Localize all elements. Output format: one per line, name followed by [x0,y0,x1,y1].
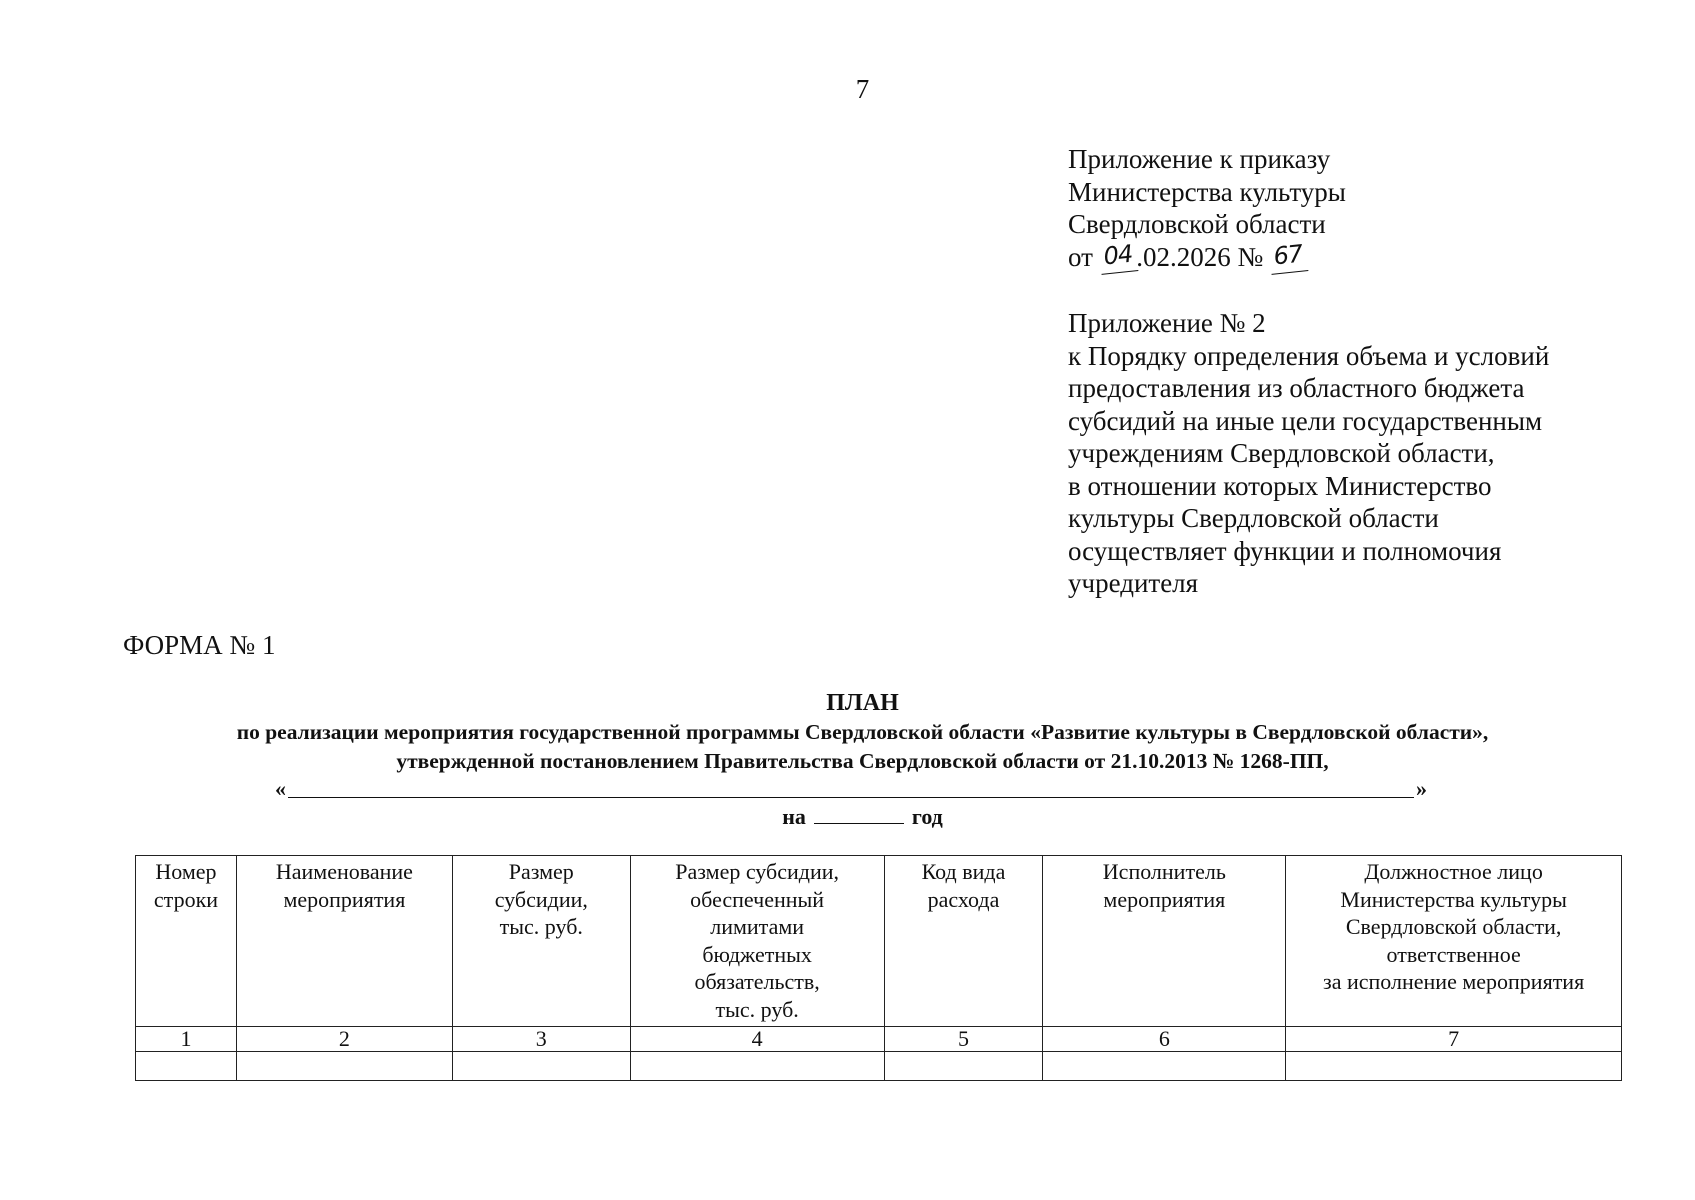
appendix-2-line: культуры Свердловской области [1068,503,1439,533]
table-cell [1043,1052,1286,1081]
year-suffix: год [911,804,943,829]
appendix-2-line: предоставления из областного бюджета [1068,373,1525,403]
appendix-2-line: осуществляет функции и полномочия [1068,535,1502,566]
appendix-order-line-2: Министерства культуры [1068,176,1346,207]
plan-subtitle-line-2: утвержденной постановлением Правительства Свердловской области от 21.10.2013 № 1268-ПП, [396,749,1329,773]
appendix-2-line: субсидий на иные цели государственным [1068,405,1543,436]
column-header: Код вида расхода [884,856,1043,1027]
appendix-2-line: Приложение № 2 [1068,308,1266,338]
table-row [136,1052,1622,1081]
quote-open: « [275,776,286,801]
appendix-2-line: в отношении которых Министерство [1068,470,1492,501]
column-header: Размер субсидии, тыс. руб. [452,856,630,1027]
page-number: 7 [855,74,870,104]
column-header: Наименование мероприятия [236,856,452,1027]
table-cell [136,1052,237,1081]
appendix-2-line: учреждениям Свердловской области, [1068,438,1495,468]
appendix-order-line-3: Свердловской области [1068,209,1326,239]
appendix-header [1068,143,1668,600]
year-prefix: на [782,804,806,829]
table-column-numbers-row [136,1027,1622,1052]
plan-subtitle-line-1: по реализации мероприятия государственной программы Свердловской области «Развитие культуры в Свердловской области», [236,720,1489,744]
column-number: 7 [1286,1027,1622,1052]
date-rest: .02.2026 № [1136,241,1264,272]
event-name-blank [275,776,1427,802]
table-cell [236,1052,452,1081]
table-header-row [136,856,1622,1027]
spacer [1068,275,1668,307]
appendix-2-line: к Порядку определения объема и условий [1068,340,1550,371]
column-number: 1 [136,1027,237,1052]
year-blank [814,805,904,824]
plan-title: ПЛАН [826,690,899,716]
form-label: ФОРМА № 1 [123,630,276,660]
appendix-order-date-line [1068,241,1668,276]
column-header: Размер субсидии, обеспеченный лимитами бюджетных обязательств, тыс. руб. [630,856,884,1027]
column-header: Номер строки [136,856,237,1027]
column-number: 3 [452,1027,630,1052]
handwritten-day: 04 [1098,237,1138,274]
plan-table [135,855,1622,1081]
column-number: 5 [884,1027,1043,1052]
table-cell [1286,1052,1622,1081]
table-cell [884,1052,1043,1081]
column-number: 6 [1043,1027,1286,1052]
year-line [0,804,1695,830]
table-cell [630,1052,884,1081]
blank-rule [288,797,1414,798]
handwritten-doc-number: 67 [1268,237,1308,274]
column-header: Должностное лицо Министерства культуры Свердловской области, ответственное за исполнение мероприятия [1286,856,1622,1027]
appendix-order-line-1: Приложение к приказу [1068,144,1331,174]
column-number: 2 [236,1027,452,1052]
quote-close: » [1416,776,1427,801]
column-number: 4 [630,1027,884,1052]
appendix-2-line: учредителя [1068,568,1199,598]
date-prefix: от [1068,241,1093,272]
column-header: Исполнитель мероприятия [1043,856,1286,1027]
table-cell [452,1052,630,1081]
